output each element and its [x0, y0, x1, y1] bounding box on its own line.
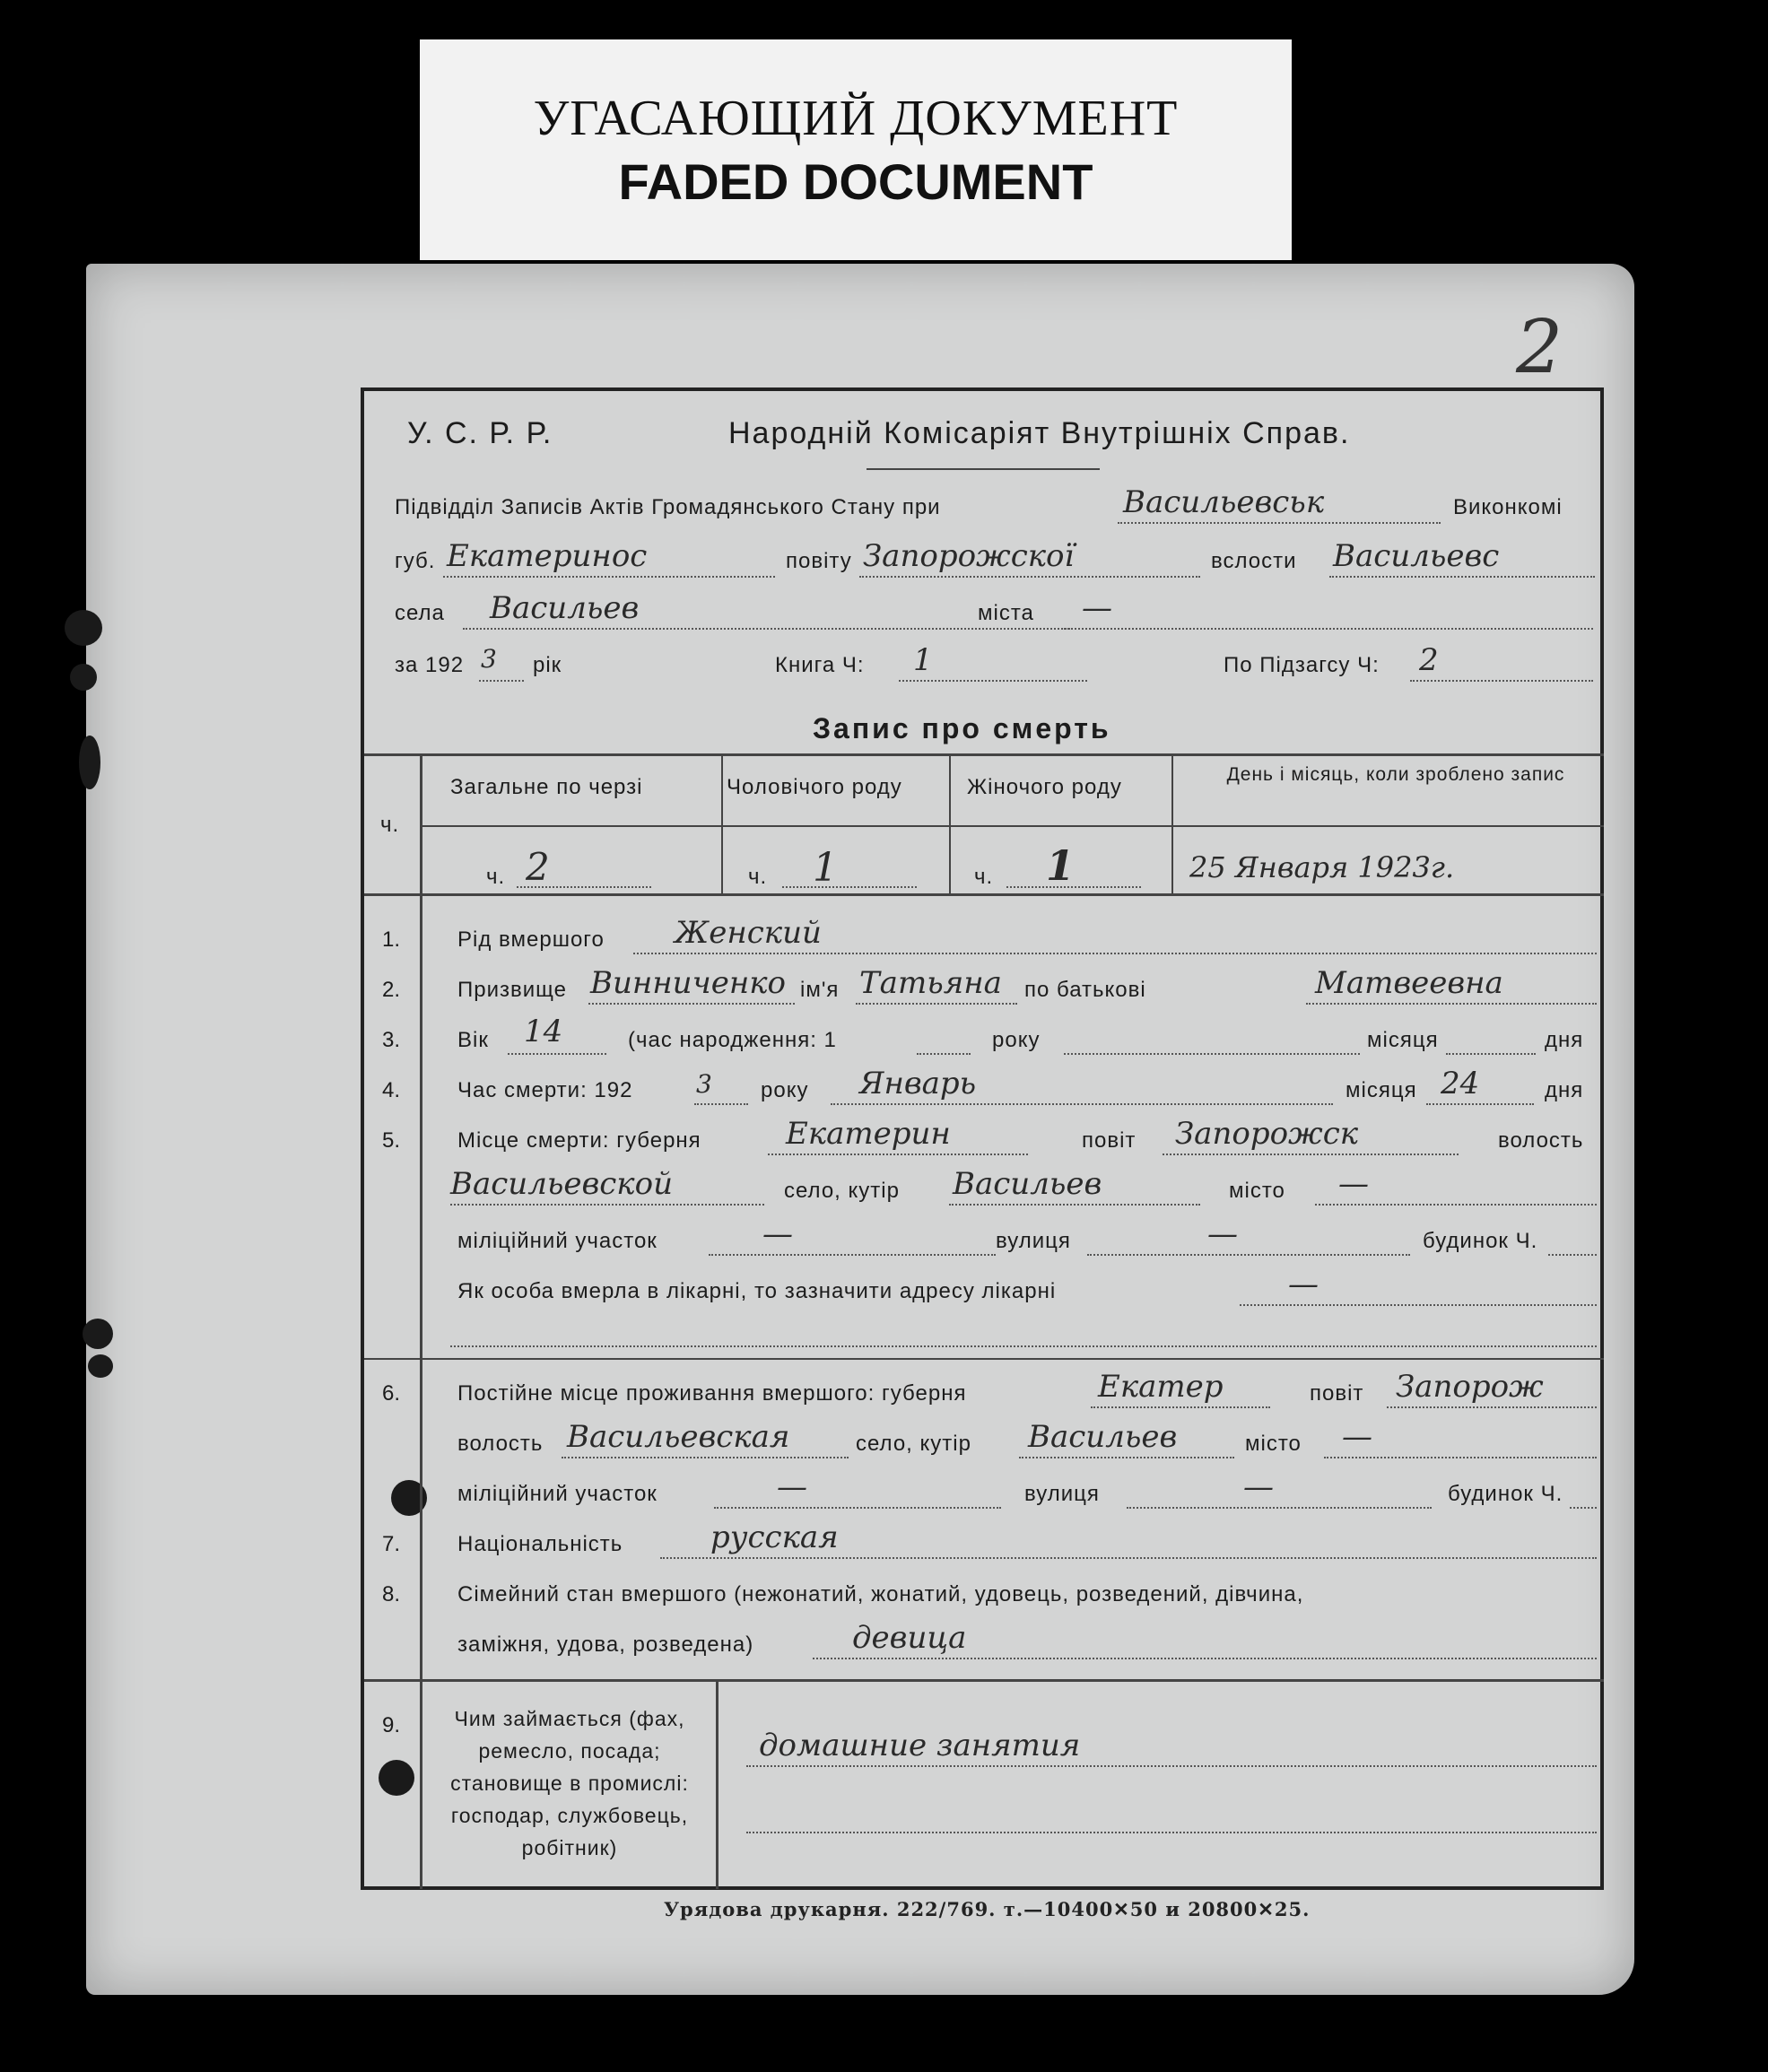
state-abbrev: У. С. Р. Р. [407, 416, 553, 450]
family-status-value: девица [852, 1620, 967, 1656]
family-status-label: Сімейний стан вмершого (нежонатий, жонатий, удовець, розведений, дівчина, [457, 1582, 1304, 1606]
subregistry-label: По Підзагсу Ч: [1224, 653, 1380, 677]
ink-stain [83, 1319, 113, 1349]
age-value: 14 [524, 1014, 563, 1049]
patronymic-value: Матвеевна [1315, 965, 1503, 1001]
death-place-volost-label: волость [1498, 1128, 1584, 1153]
deceased-gender-label: Рід вмершого [457, 927, 605, 952]
surname-label: Призвище [457, 978, 567, 1002]
residence-selo-label: село, кутір [856, 1432, 971, 1456]
surname-value: Винниченко [590, 965, 787, 1001]
age-label: Вік [457, 1028, 489, 1052]
gubernia-value: Екатеринос [447, 538, 648, 574]
subregistry-value: 2 [1419, 642, 1439, 678]
death-place-volost: Васильевской [450, 1166, 673, 1202]
birth-day-unit: дня [1545, 1028, 1584, 1052]
registry-line-suffix: Виконкомі [1453, 495, 1563, 519]
sela-label: села [395, 601, 445, 625]
ink-stain [65, 610, 102, 646]
militia-label: міліційний участок [457, 1229, 658, 1253]
book-label: Книга Ч: [775, 653, 865, 677]
building-label: будинок Ч. [1423, 1229, 1538, 1253]
death-place-povit: Запорожск [1175, 1116, 1359, 1152]
nationality-label: Національність [457, 1532, 623, 1556]
residence-povit-label: повіт [1310, 1381, 1364, 1406]
row-number: 2. [381, 978, 400, 1002]
hospital-label: Як особа вмерла в лікарні, то зазначити адресу лікарні [457, 1279, 1057, 1303]
death-year-value: 3 [696, 1069, 712, 1099]
residence-misto-label: місто [1245, 1432, 1302, 1456]
residence-label: Постійне місце проживання вмершого: губерня [457, 1381, 967, 1406]
label-english: FADED DOCUMENT [618, 153, 1093, 210]
volost-value: Васильевс [1333, 538, 1500, 574]
cell3-value: 1 [1046, 841, 1076, 890]
birth-label: (час народження: 1 [628, 1028, 837, 1052]
residence-volost-label: волость [457, 1432, 544, 1456]
death-place-selo: Васильев [953, 1166, 1102, 1202]
book-value: 1 [913, 642, 933, 678]
povit-value: Запорожскої [863, 538, 1075, 574]
commissariat-title: Народній Комісаріят Внутрішніх Справ. [728, 416, 1351, 450]
residence-volost: Васильевская [567, 1419, 790, 1455]
section-title: Запис про смерть [813, 712, 1111, 744]
col-male: Чоловічого роду [727, 775, 902, 799]
row-number: 7. [381, 1532, 400, 1556]
birth-year-unit: року [992, 1028, 1041, 1052]
row-number-header: ч. [380, 813, 400, 837]
residence-militia-value: — [777, 1469, 807, 1505]
residence-street-label: вулиця [1024, 1482, 1100, 1506]
mista-value: — [1082, 590, 1112, 626]
ink-stain [70, 664, 97, 691]
death-year-unit: року [761, 1078, 809, 1102]
deceased-gender-value: Женский [675, 915, 822, 951]
residence-misto: — [1342, 1419, 1372, 1455]
family-status-label-2: заміжня, удова, розведена) [457, 1632, 754, 1657]
street-value: — [1207, 1216, 1238, 1252]
col-female: Жіночого роду [967, 775, 1122, 799]
row-number: 3. [381, 1028, 400, 1052]
death-place-label: Місце смерти: губерня [457, 1128, 701, 1153]
death-place-misto-label: місто [1229, 1179, 1285, 1203]
cell1-prefix: ч. [486, 865, 506, 889]
year-label: за 192 [395, 653, 465, 677]
cell1-value: 2 [526, 845, 550, 889]
death-place-selo-label: село, кутір [784, 1179, 900, 1203]
cell3-prefix: ч. [974, 865, 994, 889]
col-date: День і місяць, коли зроблено запис [1226, 764, 1565, 785]
militia-value: — [762, 1216, 793, 1252]
label-russian: УГАСАЮЩИЙ ДОКУМЕНТ [533, 91, 1179, 146]
year-suffix: рік [533, 653, 562, 677]
residence-building-label: будинок Ч. [1448, 1482, 1563, 1506]
death-month-unit: місяця [1346, 1078, 1417, 1102]
hospital-value: — [1288, 1267, 1319, 1302]
registry-line-prefix: Підвідділ Записів Актів Громадянського Стану при [395, 495, 941, 519]
cell2-value: 1 [813, 845, 838, 891]
residence-povit: Запорож [1396, 1369, 1544, 1405]
executive-committee-value: Васильевськ [1123, 484, 1325, 520]
mista-label: міста [978, 601, 1034, 625]
death-record-form [361, 387, 1604, 1890]
row-number: 6. [381, 1381, 400, 1406]
residence-selo: Васильев [1028, 1419, 1178, 1455]
row-number: 8. [381, 1582, 400, 1606]
cell4-value: 25 Января 1923г. [1189, 850, 1455, 884]
street-label: вулиця [996, 1229, 1071, 1253]
title-rule [867, 468, 1100, 470]
cell2-prefix: ч. [748, 865, 768, 889]
occupation-label: Чим займається (фах, ремесло, посада; становище в промислі: господар, службовець, робітник) [450, 1707, 689, 1859]
death-time-label: Час смерти: 192 [457, 1078, 633, 1102]
row-number: 1. [381, 927, 400, 952]
residence-street-value: — [1243, 1469, 1274, 1505]
death-place-gubernia: Екатерин [786, 1116, 951, 1152]
row-number: 4. [381, 1078, 400, 1102]
patronymic-label: по батькові [1024, 978, 1146, 1002]
volost-label: вслости [1211, 549, 1297, 573]
name-label: ім'я [800, 978, 840, 1002]
row-number: 9. [381, 1713, 400, 1737]
death-place-povit-label: повіт [1082, 1128, 1137, 1153]
sela-value: Васильев [490, 590, 640, 626]
occupation-value: домашние занятия [759, 1728, 1081, 1763]
row-number: 5. [381, 1128, 400, 1153]
death-day-unit: дня [1545, 1078, 1584, 1102]
death-place-misto: — [1338, 1166, 1369, 1202]
col-general-order: Загальне по черзі [450, 775, 643, 799]
gubernia-label: губ. [395, 549, 436, 573]
death-day-value: 24 [1441, 1066, 1480, 1101]
year-value: 3 [481, 644, 497, 674]
povit-label: повіту [786, 549, 852, 573]
faded-document-label [420, 39, 1292, 260]
birth-month-unit: місяця [1367, 1028, 1439, 1052]
residence-gubernia: Екатер [1098, 1369, 1224, 1405]
residence-militia-label: міліційний участок [457, 1482, 658, 1506]
nationality-value: русская [710, 1519, 839, 1555]
ink-stain [79, 736, 100, 789]
page-number: 2 [1516, 305, 1563, 390]
death-month-value: Январь [859, 1066, 977, 1101]
ink-stain [88, 1354, 113, 1378]
printing-house-footer: Урядова друкарня. 222/769. т.—10400✕50 и 20800✕25. [664, 1898, 1311, 1920]
name-value: Татьяна [859, 965, 1002, 1001]
